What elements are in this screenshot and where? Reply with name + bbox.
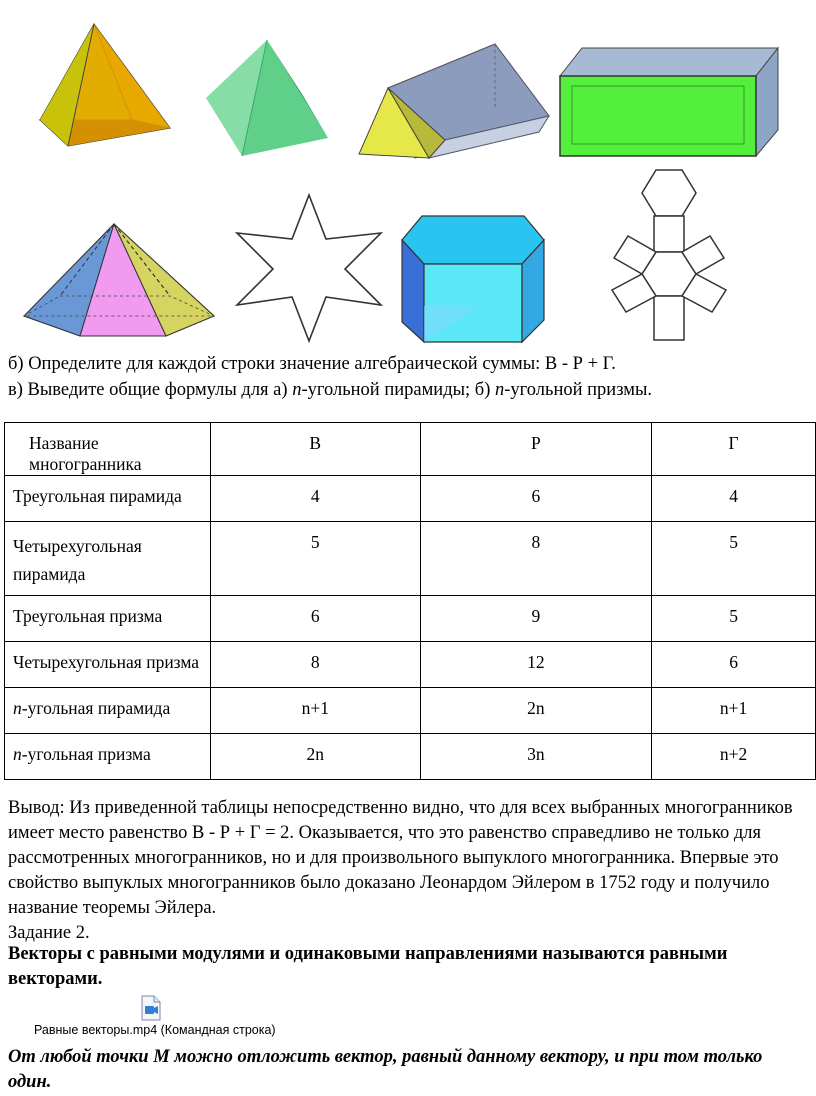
row-v: 8 [210, 642, 420, 688]
attachment-label[interactable]: Равные векторы.mp4 (Командная строка) [34, 1023, 276, 1037]
header-name: Название многогранника [5, 423, 211, 476]
row-v: 5 [210, 522, 420, 596]
row-name: Треугольная призма [5, 596, 211, 642]
row-name: Четырехугольная призма [5, 642, 211, 688]
header-g: Г [652, 423, 816, 476]
vector-definition: Векторы с равными модулями и одинаковыми направлениями называются равными векторами. [8, 944, 728, 989]
row-p: 9 [420, 596, 652, 642]
row-name: n-угольная пирамида [5, 688, 211, 734]
row-g: 4 [652, 476, 816, 522]
final-statement: От любой точки М можно отложить вектор, равный данному вектору, и при том только один. [8, 1047, 763, 1092]
rectangular-prism-figure [558, 44, 780, 158]
polyhedra-table [4, 422, 816, 780]
hexagonal-pyramid-figure [20, 220, 216, 338]
table-row [5, 522, 816, 596]
row-g: 5 [652, 522, 816, 596]
video-file-icon[interactable] [139, 995, 163, 1021]
conclusion-block [8, 796, 808, 946]
table-row [5, 688, 816, 734]
row-name: Треугольная пирамида [5, 476, 211, 522]
star-hexagram-figure [231, 193, 387, 343]
triangular-prism-figure [355, 40, 555, 160]
green-pyramid-figure [202, 38, 332, 163]
table-row [5, 596, 816, 642]
table-row [5, 476, 816, 522]
row-p: 6 [420, 476, 652, 522]
task-line-v: в) Выведите общие формулы для а) n-угольной пирамиды; б) n-угольной призмы. [8, 380, 653, 400]
tetrahedron-figure [34, 22, 174, 150]
task-line-b: б) Определите для каждой строки значение алгебраической суммы: В - Р + Г. [8, 354, 616, 374]
row-v: n+1 [210, 688, 420, 734]
table-row [5, 734, 816, 780]
row-p: 12 [420, 642, 652, 688]
row-g: 5 [652, 596, 816, 642]
table-header-row [5, 423, 816, 476]
hexagonal-prism-figure [398, 210, 548, 346]
row-g: n+2 [652, 734, 816, 780]
header-v: В [210, 423, 420, 476]
table-row [5, 642, 816, 688]
conclusion-text: Вывод: Из приведенной таблицы непосредственно видно, что для всех выбранных многогранников имеет место равенство В - Р + Г = 2. Оказывается, что это равенство справедливо не только для рассмотренных многогранников, но и для произвольного выпуклого многогранника. Впервые это свойство выпуклых многогранников было доказано Леонардом Эйлером в 1752 году и получило название теоремы Эйлера. [8, 798, 793, 918]
row-v: 6 [210, 596, 420, 642]
task-2-heading: Задание 2. [8, 923, 90, 943]
row-g: 6 [652, 642, 816, 688]
row-p: 8 [420, 522, 652, 596]
row-name: n-угольная призма [5, 734, 211, 780]
row-p: 2n [420, 688, 652, 734]
row-v: 2n [210, 734, 420, 780]
row-v: 4 [210, 476, 420, 522]
row-p: 3n [420, 734, 652, 780]
hexagonal-prism-net-figure [598, 166, 756, 352]
header-p: Р [420, 423, 652, 476]
row-g: n+1 [652, 688, 816, 734]
row-name: Четырехугольная пирамида [5, 522, 211, 596]
